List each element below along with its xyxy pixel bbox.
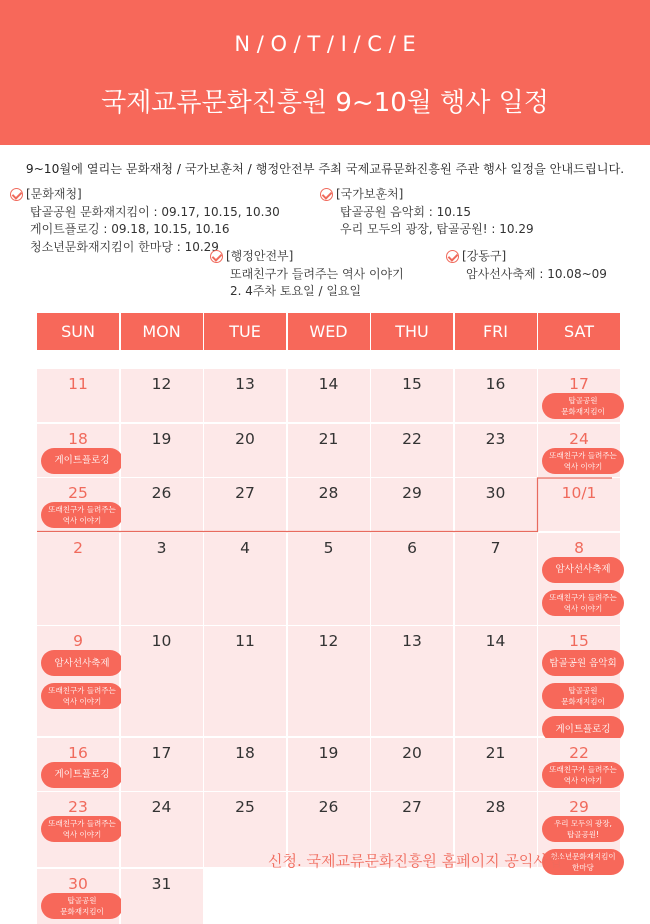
calendar-day-cell bbox=[288, 533, 370, 625]
group-line: 또래친구가 들려주는 역사 이야기 bbox=[230, 266, 404, 281]
notice-label: N / O / T / I / C / E bbox=[234, 32, 416, 56]
day-number: 29 bbox=[402, 484, 422, 502]
calendar-day-cell bbox=[455, 478, 537, 531]
day-number: 14 bbox=[318, 375, 339, 393]
day-number: 21 bbox=[318, 429, 339, 448]
group-line: 암사선사축제 : 10.08~09 bbox=[466, 266, 607, 281]
group-bohun bbox=[320, 186, 534, 239]
weekday-header-sun: SUN bbox=[37, 313, 119, 350]
day-number: 23 bbox=[485, 429, 506, 448]
day-number: 7 bbox=[490, 538, 501, 557]
calendar-day-cell bbox=[455, 626, 537, 736]
calendar-day-cell bbox=[121, 478, 203, 531]
group-title: [강동구] bbox=[462, 249, 507, 263]
day-number: 14 bbox=[485, 632, 506, 650]
calendar-day-cell bbox=[288, 369, 370, 422]
calendar-day-cell bbox=[288, 478, 370, 531]
day-number: 15 bbox=[569, 632, 589, 650]
day-number: 4 bbox=[240, 538, 250, 557]
day-number: 18 bbox=[68, 429, 88, 448]
day-number: 25 bbox=[235, 798, 255, 816]
calendar-day-cell bbox=[37, 626, 119, 736]
calendar-day-cell bbox=[371, 626, 453, 736]
calendar-day-cell bbox=[538, 478, 620, 531]
day-number: 30 bbox=[68, 874, 88, 893]
calendar-day-cell bbox=[204, 626, 286, 736]
calendar-day-cell bbox=[121, 369, 203, 422]
calendar-day-cell bbox=[204, 369, 286, 422]
day-number: 26 bbox=[318, 798, 339, 816]
group-haengan bbox=[210, 248, 404, 301]
footer-note: 신청. 국제교류문화진흥원 홈페이지 공익사업 bbox=[268, 852, 563, 870]
check-circle-icon bbox=[320, 188, 333, 201]
calendar-day-cell bbox=[121, 869, 203, 924]
calendar-day-cell bbox=[371, 738, 453, 791]
event-pill[interactable]: 탑골공원 문화재지킴이 bbox=[542, 683, 624, 709]
event-pill[interactable]: 게이트플로깅 bbox=[41, 448, 123, 474]
day-number: 13 bbox=[402, 632, 422, 650]
day-number: 17 bbox=[569, 375, 589, 393]
group-gangdong bbox=[446, 248, 607, 283]
day-number: 12 bbox=[318, 632, 339, 650]
calendar-day-cell bbox=[288, 738, 370, 791]
calendar-day-cell bbox=[371, 369, 453, 422]
calendar-day-cell bbox=[538, 738, 620, 791]
day-number: 2 bbox=[73, 538, 83, 557]
calendar-day-cell bbox=[37, 738, 119, 791]
day-number: 11 bbox=[68, 375, 88, 393]
day-number: 9 bbox=[73, 632, 83, 650]
calendar-day-cell bbox=[121, 792, 203, 867]
day-number: 19 bbox=[318, 743, 339, 762]
day-number: 24 bbox=[151, 798, 172, 816]
calendar-day-cell bbox=[37, 533, 119, 625]
calendar-day-cell bbox=[455, 369, 537, 422]
calendar-day-cell bbox=[371, 533, 453, 625]
weekday-header-thu: THU bbox=[371, 313, 453, 350]
event-pill[interactable]: 탑골공원 문화재지킴이 bbox=[41, 893, 123, 919]
calendar-day-cell bbox=[204, 478, 286, 531]
day-number: 22 bbox=[569, 743, 589, 762]
calendar-day-cell bbox=[371, 478, 453, 531]
calendar-day-cell bbox=[121, 424, 203, 477]
page-title: 국제교류문화진흥원 9~10월 행사 일정 bbox=[101, 88, 549, 118]
calendar-day-cell bbox=[121, 626, 203, 736]
event-pill[interactable]: 또래친구가 들려주는 역사 이야기 bbox=[41, 816, 123, 842]
day-number: 8 bbox=[574, 538, 584, 557]
day-number: 16 bbox=[68, 743, 88, 762]
event-pill[interactable]: 또래친구가 들려주는 역사 이야기 bbox=[542, 448, 624, 474]
day-number: 21 bbox=[485, 743, 506, 762]
calendar-day-cell bbox=[121, 738, 203, 791]
check-circle-icon bbox=[210, 250, 223, 263]
intro-text: 9~10월에 열리는 문화재청 / 국가보훈처 / 행정안전부 주최 국제교류문화진흥원 주관 행사 일정을 안내드립니다. bbox=[25, 162, 625, 176]
day-number: 10/1 bbox=[561, 484, 597, 502]
calendar-day-cell bbox=[288, 626, 370, 736]
calendar-day-cell bbox=[37, 869, 119, 924]
calendar-day-cell bbox=[455, 533, 537, 625]
group-title: [국가보훈처] bbox=[336, 187, 404, 201]
event-pill[interactable]: 탑골공원 음악회 bbox=[542, 650, 624, 676]
event-pill[interactable]: 암사선사축제 bbox=[41, 650, 123, 676]
calendar-day-cell bbox=[455, 738, 537, 791]
event-pill[interactable]: 암사선사축제 bbox=[542, 557, 624, 583]
calendar-day-cell bbox=[538, 424, 620, 477]
day-number: 11 bbox=[235, 632, 255, 650]
day-number: 29 bbox=[569, 798, 589, 816]
calendar-day-cell bbox=[121, 533, 203, 625]
event-pill[interactable]: 게이트플로깅 bbox=[41, 762, 123, 788]
day-number: 25 bbox=[68, 484, 88, 502]
day-number: 28 bbox=[485, 798, 506, 816]
group-line: 청소년문화재지킴이 한마당 : 10.29 bbox=[30, 239, 219, 254]
event-pill[interactable]: 탑골공원 문화재지킴이 bbox=[542, 393, 624, 419]
group-munhwa bbox=[10, 186, 280, 256]
group-line: 탑골공원 문화재지킴이 : 09.17, 10.15, 10.30 bbox=[30, 204, 280, 219]
day-number: 18 bbox=[235, 743, 255, 762]
header-banner bbox=[0, 0, 650, 145]
day-number: 16 bbox=[485, 375, 506, 393]
day-number: 5 bbox=[323, 538, 334, 557]
event-pill[interactable]: 또래친구가 들려주는 역사 이야기 bbox=[542, 762, 624, 788]
event-pill[interactable]: 또래친구가 들려주는 역사 이야기 bbox=[542, 590, 624, 616]
day-number: 3 bbox=[156, 538, 167, 557]
check-circle-icon bbox=[10, 188, 23, 201]
calendar-day-cell bbox=[37, 369, 119, 422]
calendar-day-cell bbox=[37, 424, 119, 477]
weekday-header-tue: TUE bbox=[204, 313, 286, 350]
day-number: 30 bbox=[485, 484, 506, 502]
event-pill[interactable]: 또래친구가 들려주는 역사 이야기 bbox=[41, 683, 123, 709]
group-title: [행정안전부] bbox=[226, 249, 294, 263]
calendar-day-cell bbox=[204, 424, 286, 477]
event-pill[interactable]: 청소년문화재지킴이 한마당 bbox=[542, 849, 624, 875]
event-pill[interactable]: 게이트플로깅 bbox=[542, 716, 624, 742]
weekday-header-fri: FRI bbox=[455, 313, 537, 350]
day-number: 26 bbox=[151, 484, 172, 502]
day-number: 24 bbox=[569, 429, 589, 448]
day-number: 12 bbox=[151, 375, 172, 393]
group-line: 게이트플로깅 : 09.18, 10.15, 10.16 bbox=[30, 222, 230, 236]
day-number: 22 bbox=[402, 429, 422, 448]
day-number: 19 bbox=[151, 429, 172, 448]
day-number: 6 bbox=[407, 538, 417, 557]
event-pill[interactable]: 우리 모두의 광장, 탑골공원! bbox=[542, 816, 624, 842]
calendar-day-cell bbox=[204, 533, 286, 625]
calendar-day-cell bbox=[455, 424, 537, 477]
day-number: 23 bbox=[68, 798, 88, 816]
check-circle-icon bbox=[446, 250, 459, 263]
event-pill[interactable]: 또래친구가 들려주는 역사 이야기 bbox=[41, 502, 123, 528]
day-number: 31 bbox=[151, 874, 172, 893]
day-number: 13 bbox=[235, 375, 255, 393]
day-number: 27 bbox=[235, 484, 255, 502]
group-line: 탑골공원 음악회 : 10.15 bbox=[340, 204, 471, 219]
day-number: 27 bbox=[402, 798, 422, 816]
day-number: 17 bbox=[151, 743, 172, 762]
weekday-header-mon: MON bbox=[121, 313, 203, 350]
weekday-header-sat: SAT bbox=[538, 313, 620, 350]
calendar-day-cell bbox=[37, 792, 119, 867]
day-number: 10 bbox=[151, 632, 172, 650]
group-line: 우리 모두의 광장, 탑골공원! : 10.29 bbox=[340, 222, 534, 236]
calendar-day-cell bbox=[538, 533, 620, 625]
calendar-day-cell bbox=[288, 424, 370, 477]
group-line: 2. 4주차 토요일 / 일요일 bbox=[230, 284, 362, 298]
calendar-day-cell bbox=[371, 424, 453, 477]
calendar-day-cell bbox=[204, 738, 286, 791]
day-number: 20 bbox=[402, 743, 422, 762]
day-number: 15 bbox=[402, 375, 422, 393]
calendar-day-cell bbox=[37, 478, 119, 531]
weekday-header-wed: WED bbox=[288, 313, 370, 350]
day-number: 28 bbox=[318, 484, 339, 502]
calendar-day-cell bbox=[538, 626, 620, 736]
day-number: 20 bbox=[235, 429, 255, 448]
group-title: [문화재청] bbox=[26, 187, 82, 201]
calendar-day-cell bbox=[538, 369, 620, 422]
